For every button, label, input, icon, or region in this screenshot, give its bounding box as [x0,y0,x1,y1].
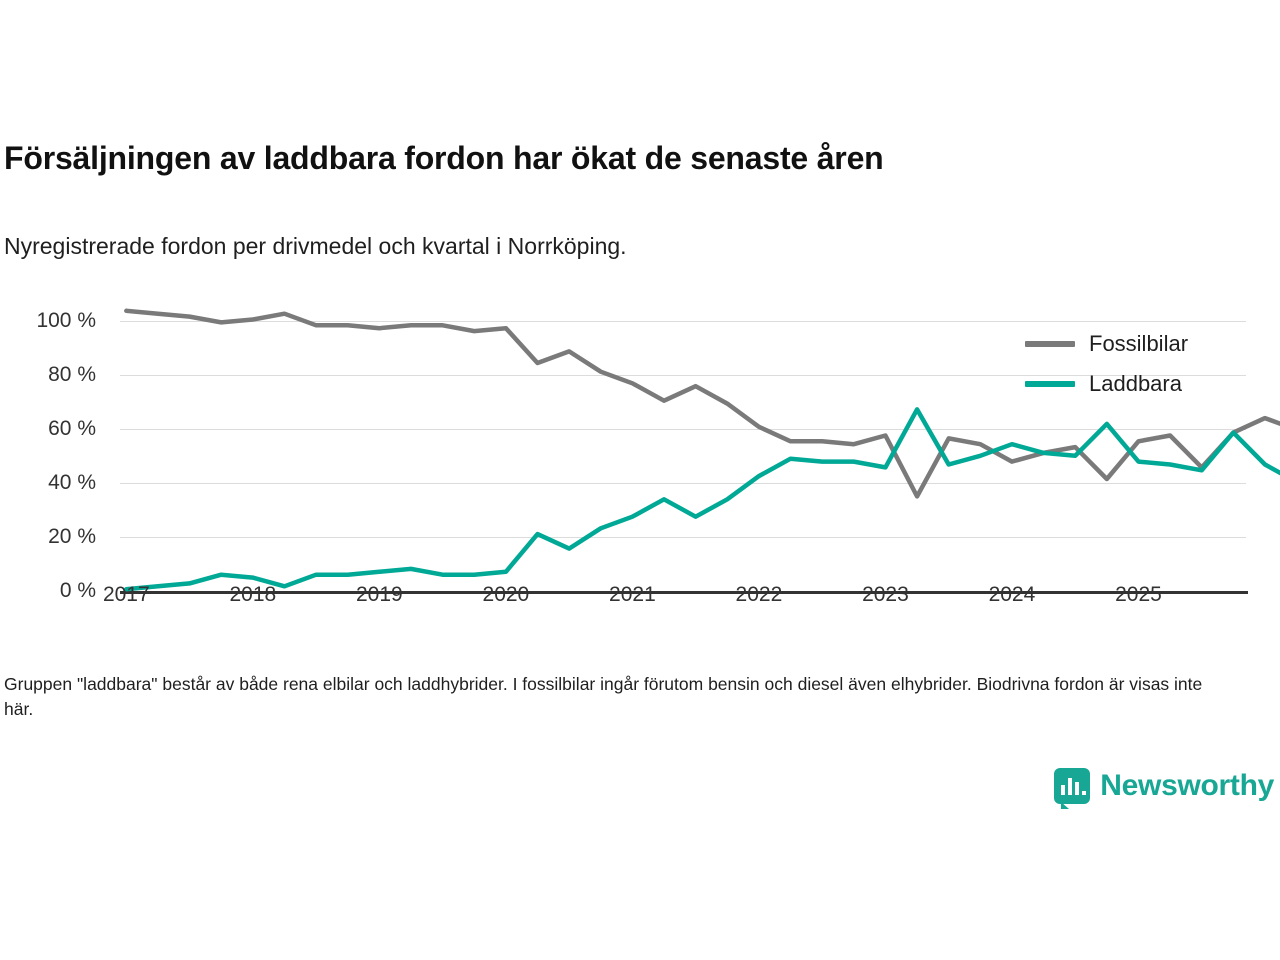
brand-logo [1054,768,1274,804]
legend-item-laddbara [1025,365,1255,403]
x-tick-label-2019: 2019 [356,583,403,606]
chart-bars-icon [1054,768,1090,804]
legend-label-fossilbilar: Fossilbilar [1089,331,1189,356]
legend-label-laddbara: Laddbara [1089,371,1182,396]
legend-item-fossilbilar [1025,325,1255,363]
brand-name: Newsworthy [1100,769,1274,802]
legend-swatch-fossilbilar [1025,341,1075,347]
chart-canvas [0,285,1262,625]
chart-footnote: Gruppen "laddbara" består av både rena elbilar och laddhybrider. I fossilbilar ingår förutom bensin och diesel även elhybrider. Biodrivna fordon är visas inte här. [4,674,1203,720]
x-tick-label-2020: 2020 [482,583,530,606]
x-tick-label-2018: 2018 [229,583,277,606]
x-tick-label-2024: 2024 [988,583,1036,606]
y-tick-label-80: 80 % [48,363,96,386]
y-tick-label-20: 20 % [48,525,96,548]
x-tick-label-2021: 2021 [609,583,656,606]
x-tick-label-2023: 2023 [862,583,909,606]
legend-swatch-laddbara [1025,381,1075,387]
y-tick-label-100: 100 % [36,309,96,332]
y-tick-label-0: 0 % [59,579,96,602]
page-title: Försäljningen av laddbara fordon har ökat de senaste åren [4,140,884,176]
series-line-laddbara [126,409,1280,589]
x-tick-label-2022: 2022 [735,583,783,606]
chart-legend [1025,325,1255,405]
x-tick-label-2017: 2017 [102,583,150,606]
y-tick-label-40: 40 % [48,471,96,494]
x-tick-label-2025: 2025 [1115,583,1162,606]
y-tick-label-60: 60 % [48,417,96,440]
page-subtitle: Nyregistrerade fordon per drivmedel och kvartal i Norrköping. [4,233,627,259]
